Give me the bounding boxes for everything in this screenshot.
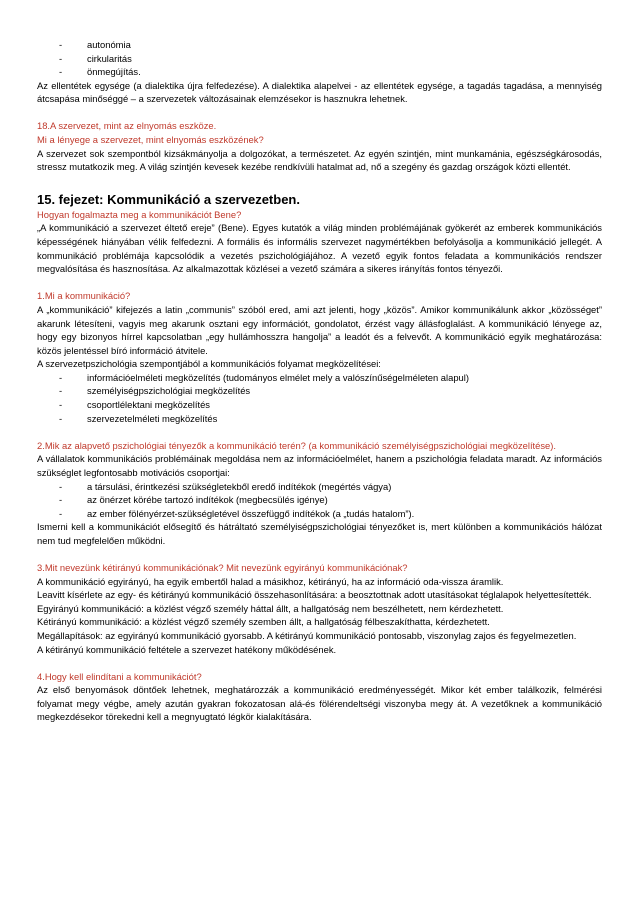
section-1-intro: A szervezetpszichológia szempontjából a kommunikációs folyamat megközelítései: xyxy=(37,358,381,370)
section-1-body: A „kommunikáció” kifejezés a latin „communis” szóból ered, ami azt jelenti, hogy „közös”. Amikor kommunikálunk akkor „közösséget” akarunk létesíteni, vagyis meg akarunk osztani egy információt, gondolatot, érzést vagy állásfoglalást. A kommunikáció lényege az, hogy egy bizonyos hírrel kapcsolatban „egy hullámhosszra hangolja” a leadót és a felvevőt. A kommunikáció egyik meghatározása: közös jelentéssel bíró információ átvitele. xyxy=(37,303,602,356)
section-3-line: A kommunikáció egyirányú, ha egyik embertől halad a másikhoz, kétirányú, ha az információ oda-vissza áramlik. xyxy=(37,575,504,587)
list-item: - az ember fölényérzet-szükségletével összefüggő indítékok (a „tudás hatalom”). xyxy=(37,507,602,521)
section-18-title: 18.A szervezet, mint az elnyomás eszköze. xyxy=(37,120,217,132)
section-18-body: A szervezet sok szempontból kizsákmányolja a dolgozókat, a természetet. Az egyén szintjén, mint munkamánia, egészségkárosodás, stressz mutatkozik meg. A világ szintjén kevesek kezébe rendkívüli hatalmat ad, nő a szegény és gazdag országok közti ellentét. xyxy=(37,147,602,173)
dialectic-paragraph: Az ellentétek egysége (a dialektika újra felfedezése). A dialektika alapelvei - az ellentétek egysége, a tagadás tagadása, a mennyiség átcsapása minőséggé – a szervezetek változásainak elemzésekor is hasznukra lehetnek. xyxy=(37,79,602,105)
top-list xyxy=(37,38,602,79)
chapter-title: 15. fejezet: Kommunikáció a szervezetben. xyxy=(37,191,300,207)
list-item: - az önérzet körébe tartozó indítékok (megbecsülés igénye) xyxy=(37,493,602,507)
section-3-line: Kétirányú kommunikáció: a közlést végző személy szemben állt, a hallgatóság félbeszakíthatta, kérdezhetett. xyxy=(37,616,490,628)
section-4-title: 4.Hogy kell elindítani a kommunikációt? xyxy=(37,670,202,682)
list-item: - csoportlélektani megközelítés xyxy=(37,398,602,412)
section-2-outro: Ismerni kell a kommunikációt elősegítő és hátráltató személyiségpszichológiai tényezőket is, mert különben a kommunikációs hálózat nem tud megfelelően működni. xyxy=(37,521,602,546)
list-item: - önmegújítás. xyxy=(37,65,602,79)
document-page xyxy=(37,38,602,724)
list-item: - a társulási, érintkezési szükségletekből eredő indítékok (megértés vágya) xyxy=(37,480,602,494)
section-1-title: 1.Mi a kommunikáció? xyxy=(37,290,131,302)
chapter-body: „A kommunikáció a szervezet éltető ereje” (Bene). Egyes kutatók a világ minden problémájának gyökerét az emberek kommunikációs képességének hiányában vélik felfedezni. A formális és informális szervezet nagymértékben befolyásolja a kommunikáció jellegét. A kommunikáció problémája kapcsolódik a vezetés pszichológiájához. A vezető egyik fontos feladata a kommunikációs rendszer megvalósítása és hasznosítása. Az alkalmazottak közlései a vezető számára a sikeres irányítás fontos tényezői. xyxy=(37,222,602,275)
section-2-title: 2.Mik az alapvető pszichológiai tényezők a kommunikáció terén? (a kommunikáció személyiségpszichológiai megközelítése). xyxy=(37,439,556,451)
section-3-line: A kétirányú kommunikáció feltétele a szervezet hatékony működésének. xyxy=(37,643,337,655)
section-3-line: Leavitt kísérlete az egy- és kétirányú kommunikáció összehasonlítására: a beosztottnak adott utasításokat téglalapok helyettesítették. xyxy=(37,589,592,601)
chapter-question: Hogyan fogalmazta meg a kommunikációt Bene? xyxy=(37,208,242,220)
section-18-question: Mi a lényege a szervezet, mint elnyomás eszközének? xyxy=(37,134,264,146)
section-3-line: Megállapítások: az egyirányú kommunikáció gyorsabb. A kétirányú kommunikáció pontosabb, viszonylag zajos és fegyelmezetlen. xyxy=(37,629,577,641)
list-item: - információelméleti megközelítés (tudományos elmélet mely a valószínűségelméleten alapul) xyxy=(37,371,602,385)
section-3-title: 3.Mit nevezünk kétirányú kommunikációnak? Mit nevezünk egyirányú kommunikációnak? xyxy=(37,562,408,573)
section-3-line: Egyirányú kommunikáció: a közlést végző személy háttal állt, a hallgatóság nem beszélhetett, nem kérdezhetett. xyxy=(37,602,504,614)
list-item: - autonómia xyxy=(37,38,602,52)
list-item: - szervezetelméleti megközelítés xyxy=(37,412,602,426)
section-1-list xyxy=(37,371,602,425)
section-4-body: Az első benyomások döntőek lehetnek, meghatározzák a kommunikáció eredményességét. Mikor két ember találkozik, felmérési folyamat megy végbe, amely azután gyakran fokozatosan alá-és fölérendeltségi viszonyba megy át. A vezetőknek a kommunikáció megkezdésekor törekedni kell a megnyugtató légkör kialakítására. xyxy=(37,684,602,723)
section-2-list xyxy=(37,480,602,521)
section-2-body: A vállalatok kommunikációs problémáinak megoldása nem az információelmélet, hanem a pszichológia feladata maradt. Az információs szükséglet legfontosabb motivációs csoportjai: xyxy=(37,453,602,478)
list-item: - személyiségpszichológiai megközelítés xyxy=(37,384,602,398)
list-item: - cirkularitás xyxy=(37,52,602,66)
